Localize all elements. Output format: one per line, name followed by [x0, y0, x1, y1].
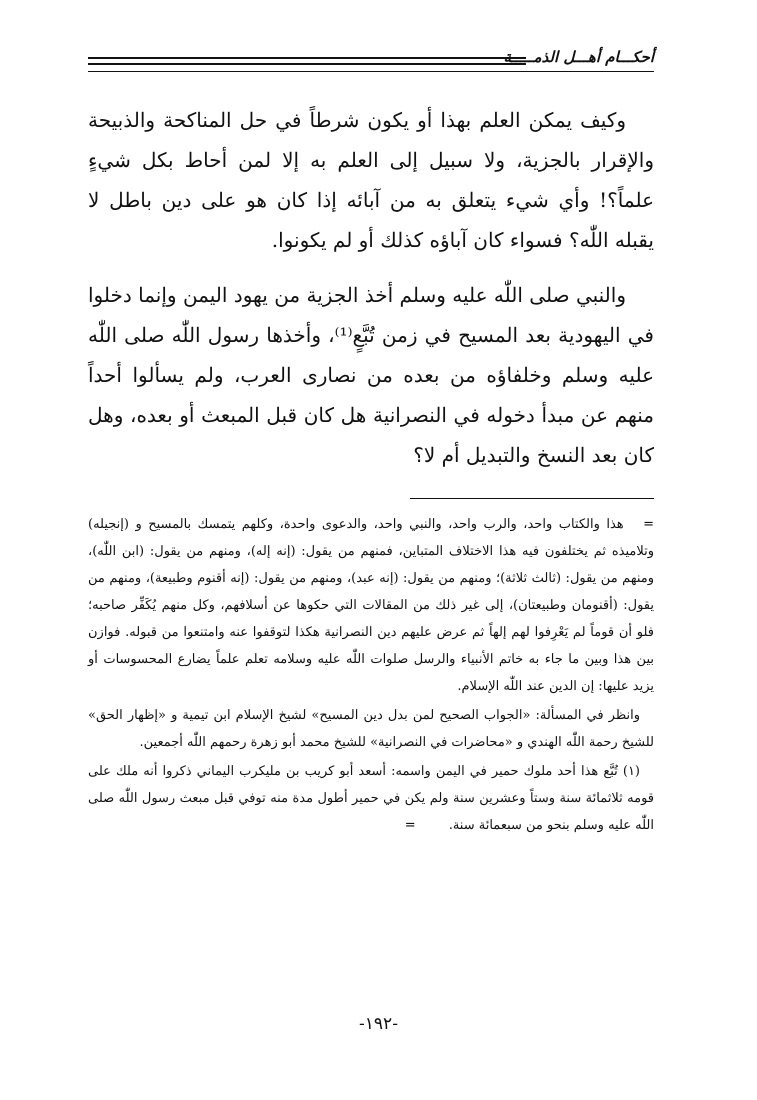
footnote-1-text: (١) تُبَّع هذا أحد ملوك حمير في اليمن واسمه: أسعد أبو كريب بن مليكرب اليماني ذكروا أنه ملك على قومه ثلاثمائة سنة وستاً وعشرين سنة ولم يكن في حمير أطول مدة منه توفي قبل مبعث رسول اللّٰه صلى اللّٰه عليه وسلم بنحو من سبعمائة سنة.	[88, 764, 654, 833]
page-number: -١٩٢-	[359, 1014, 398, 1034]
footnote-1	[88, 758, 654, 839]
main-text	[88, 100, 654, 490]
body-paragraph-2: والنبي صلى اللّٰه عليه وسلم أخذ الجزية من يهود اليمن وإنما دخلوا في اليهودية بعد المسيح في زمن تُبَّعٍ⁽¹⁾، وأخذها رسول اللّٰه صلى اللّٰه عليه وسلم وخلفاؤه من بعده من نصارى العرب، ولم يسألوا أحداً منهم عن مبدأ دخوله في النصرانية هل كان قبل المبعث أو بعده، وهل كان بعد النسخ والتبديل أم لا؟	[88, 283, 654, 467]
header-rule-top	[88, 57, 526, 59]
footnote-separator	[410, 498, 654, 499]
running-header	[88, 44, 654, 74]
footnote-1-marker: =	[404, 818, 416, 833]
footnotes	[88, 511, 654, 841]
header-rule-middle	[88, 63, 526, 65]
footnote-continuation-text: هذا والكتاب واحد، والرب واحد، والنبي واحد، والدعوى واحدة، وكلهم يتمسك بالمسيح و (إنجيله) وتلاميذه ثم يختلفون فيه هذا الاختلاف المتباين، فمنهم من يقول: (إنه إله)، ومنهم من يقول: (ابن اللّٰه)، ومنهم من يقول: (ثالث ثلاثة)؛ ومنهم من يقول: (إنه عبد)، ومنهم من يقول: (إنه أقنوم وطبيعة)، ومنهم من يقول: (أقنومان وطبيعتان)، إلى غير ذلك من المقالات التي حكوها عن أسلافهم، وكل منهم يُكَفِّر صاحبه؛ فلو أن قوماً لم يَعْرِفوا لهم إلهاً ثم عرض عليهم دين النصرانية هكذا لتوقفوا عنه وامتنعوا من قبوله. فوازن بين هذا وبين ما جاء به خاتم الأنبياء والرسل صلوات اللّٰه عليه وسلامه تعلم علماً يضارع المحسوسات أو يزيد عليها: إن الدين عند اللّٰه الإسلام.	[88, 517, 654, 694]
continuation-marker: =	[643, 517, 654, 532]
footnote-continuation	[88, 511, 654, 700]
body-paragraph-1: وكيف يمكن العلم بهذا أو يكون شرطاً في حل المناكحة والذبيحة والإقرار بالجزية، ولا سبيل إلى العلم به إلا لمن أحاط بكل شيءٍ علماً؟! وأي شيء يتعلق به من آبائه إذا كان هو على دين باطل لا يقبله اللّٰه؟ فسواء كان آباؤه كذلك أو لم يكونوا.	[88, 108, 654, 252]
footnote-see-also: وانظر في المسألة: «الجواب الصحيح لمن بدل دين المسيح» لشيخ الإسلام ابن تيمية و «إظهار الحق» للشيخ رحمة اللّٰه الهندي و «محاضرات في النصرانية» للشيخ محمد أبو زهرة رحمهم اللّٰه أجمعين.	[88, 708, 654, 750]
header-title: أحكـــام أهـــل الذمـــــة	[503, 48, 654, 66]
header-rule-bottom	[88, 71, 654, 72]
